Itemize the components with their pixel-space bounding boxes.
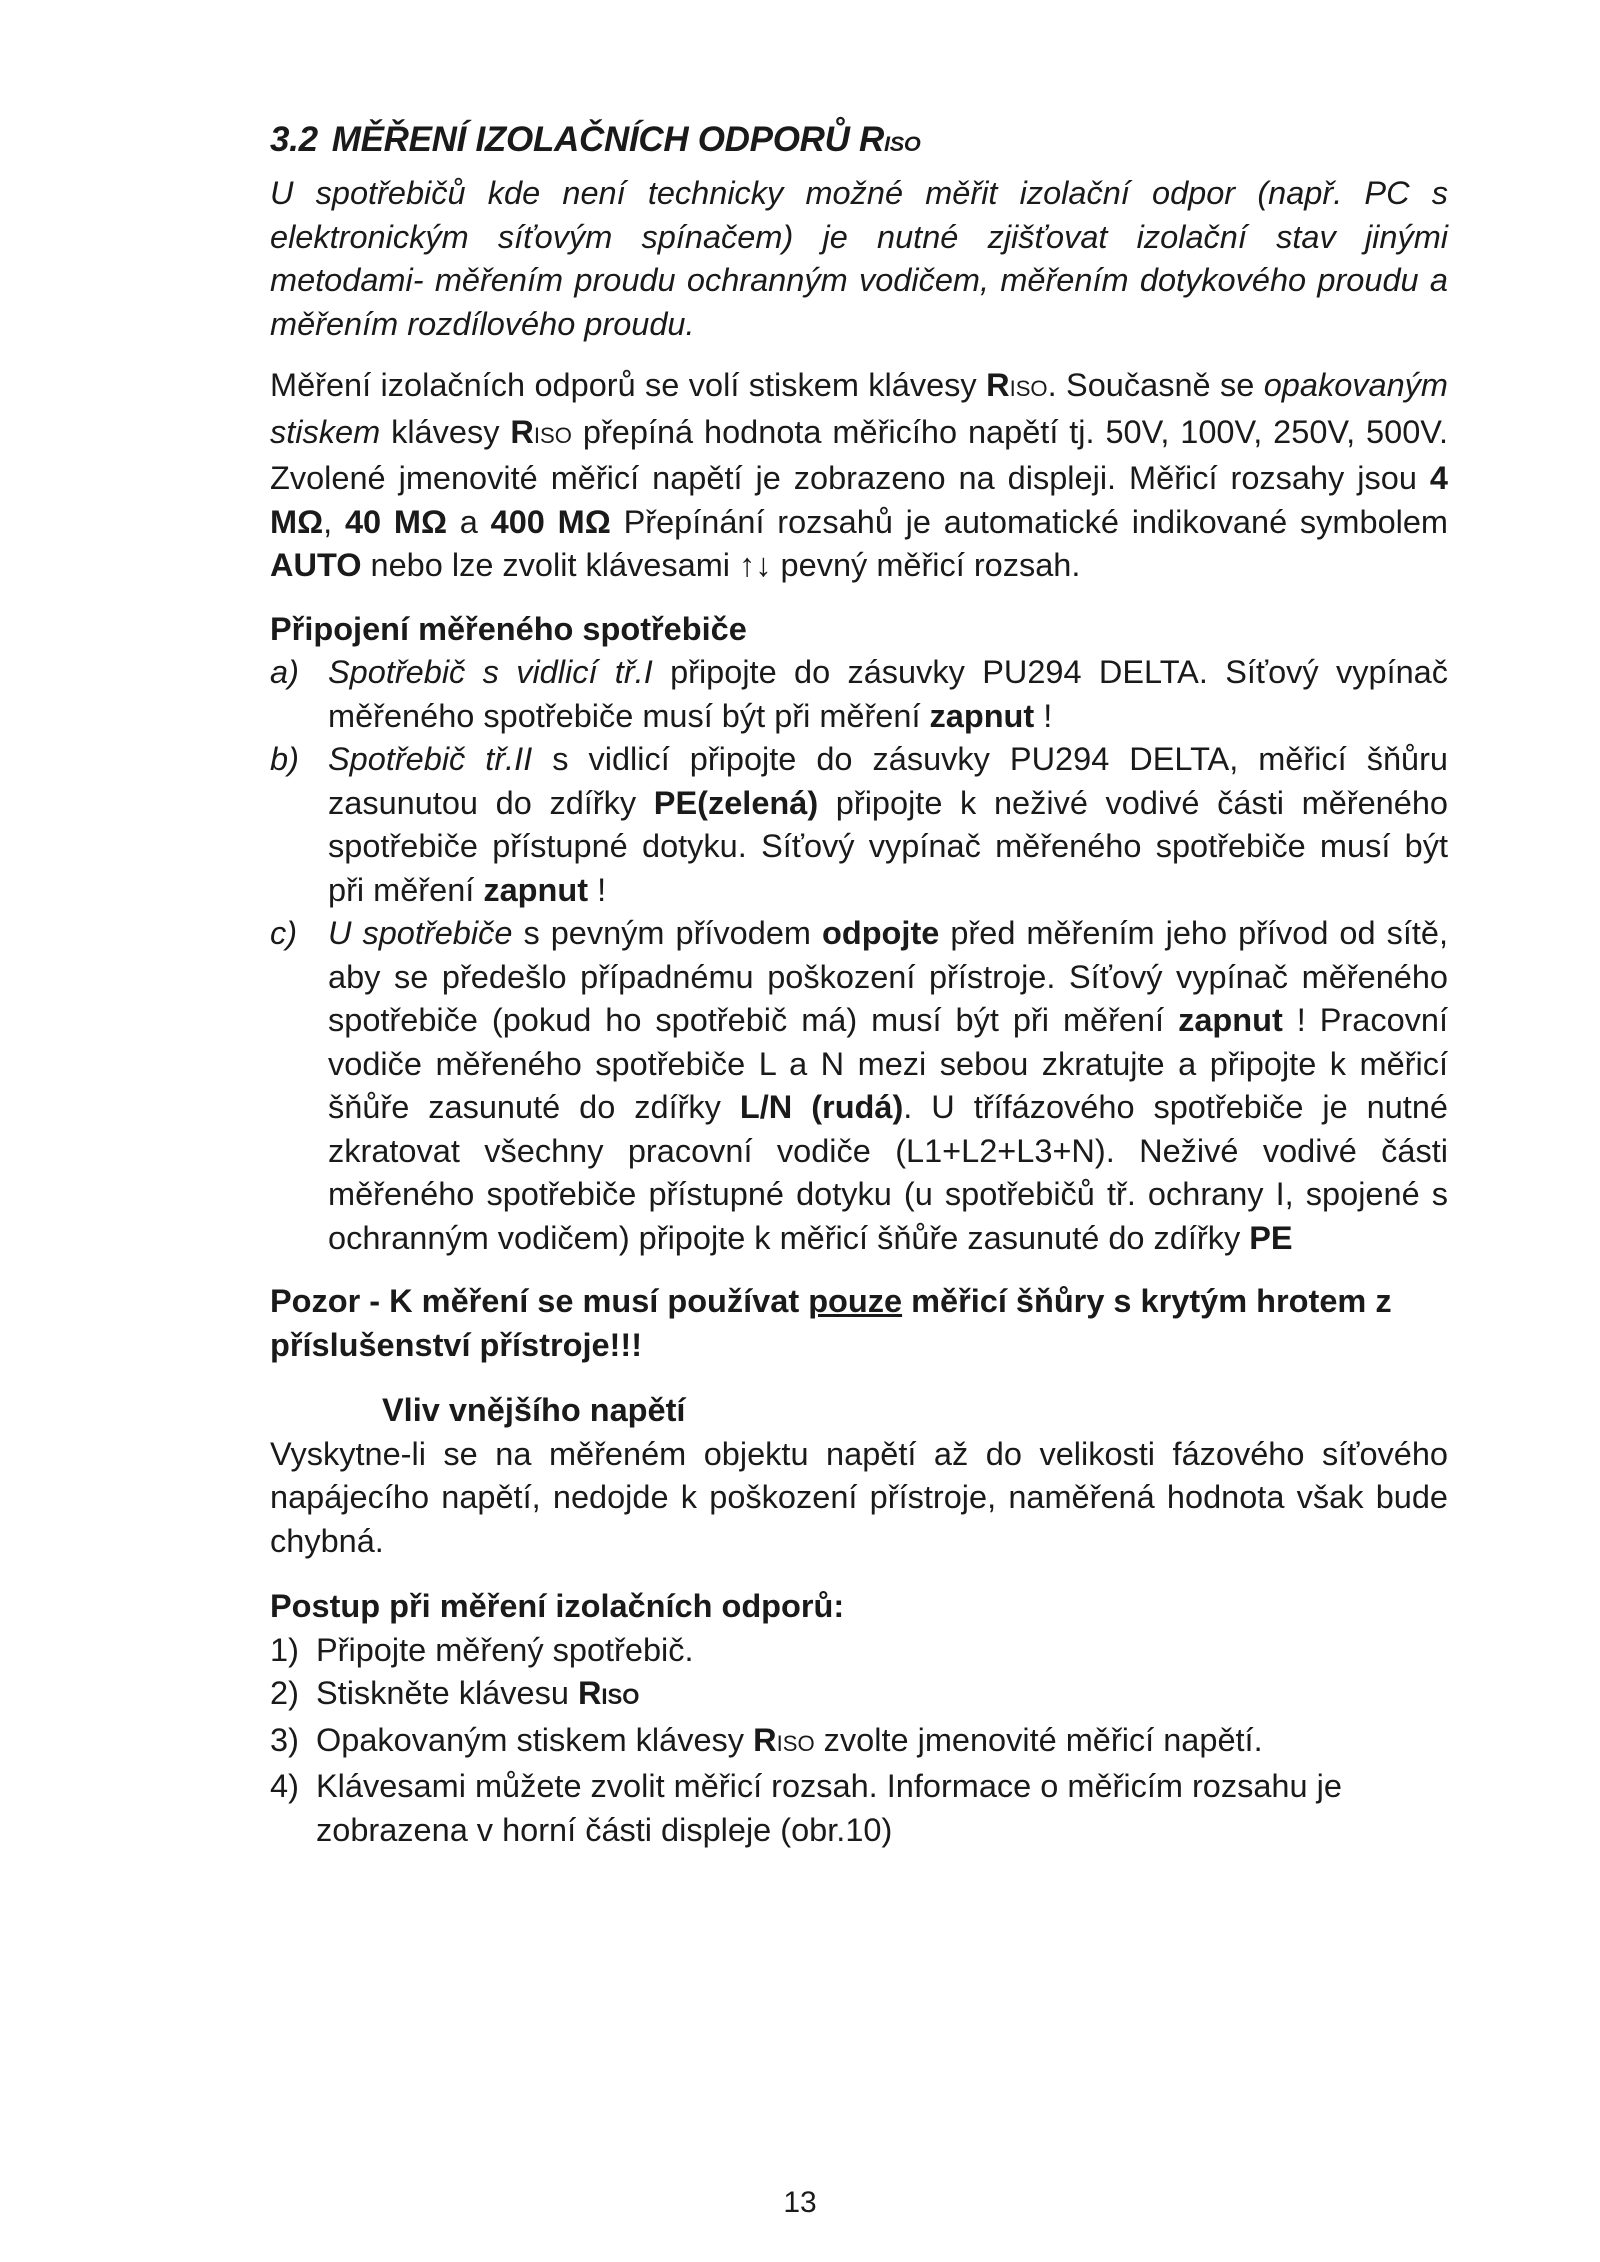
procedure-steps <box>270 1629 1448 1853</box>
text-run: 400 MΩ <box>490 503 611 540</box>
external-voltage-paragraph: Vyskytne-li se na měřeném objektu napětí až do velikosti fázového síťového napájecího napětí, nedojde k poškození přístroje, naměřená hodnota však bude chybná. <box>270 1435 1448 1559</box>
procedure-step <box>270 1719 1448 1766</box>
text-run: zapnut <box>1178 1002 1283 1038</box>
list-marker: b) <box>270 741 299 777</box>
step-marker: 3) <box>270 1721 299 1758</box>
step-text <box>316 1719 1448 1766</box>
text-run: nebo lze zvolit klávesami <box>361 547 740 583</box>
text-run: přepíná hodnota měřicího napětí tj. 50V, 100V, 250V, 500V. Zvolené jmenovité měřicí napětí je zobrazeno na displeji. Měřicí rozsahy jsou <box>270 413 1448 496</box>
text-run: měřicí šňůry s krytým hrotem z příslušenství přístroje!!! <box>270 1283 1392 1363</box>
text-run: a <box>447 503 491 540</box>
step-text <box>316 1629 1448 1673</box>
section-title-subscript: ISO <box>883 131 921 156</box>
procedure-step <box>270 1629 1448 1673</box>
intro-paragraph: U spotřebičů kde není technicky možné měřit izolační odpor (např. PC s elektronickým síťovým spínačem) je nutné zjišťovat izolační stav jinými metodami- měřením proudu ochranným vodičem, měřením dotykového proudu a měřením rozdílového proudu. <box>270 175 1448 342</box>
text-run: U spotřebiče <box>328 915 513 951</box>
list-marker: c) <box>270 915 298 951</box>
text-run: Klávesami můžete zvolit měřicí rozsah. Informace o měřicím rozsahu je zobrazena v horní části displeje (obr.10) <box>316 1768 1342 1848</box>
warning-paragraph <box>270 1280 1448 1367</box>
text-run: Pozor <box>270 1283 361 1319</box>
text-run: opakovaným stiskem <box>270 367 1449 450</box>
document-page <box>270 118 1448 1852</box>
text-run: PE(zelená) <box>653 784 819 821</box>
list-marker: a) <box>270 654 299 690</box>
text-run: ! <box>588 871 607 908</box>
text-run: před měřením jeho přívod od sítě, aby se předešlo případnému poškození přístroje. Síťový vypínač měřeného spotřebiče (pokud ho spotřebič má) musí být při měření <box>328 915 1448 1038</box>
up-down-arrows-icon: ↑↓ <box>739 547 772 583</box>
connection-item-b <box>270 738 1448 912</box>
list-item-text <box>328 912 1448 1260</box>
riso-subscript: ISO <box>776 1730 815 1756</box>
text-run: K měření se musí používat <box>389 1283 809 1319</box>
procedure-heading: Postup při měření izolačních odporů: <box>270 1588 845 1624</box>
riso-key-label: RISO <box>986 367 1048 403</box>
text-run: zapnut <box>929 697 1035 734</box>
text-run: Spotřebič tř.II <box>328 741 533 777</box>
riso-subscript: ISO <box>533 422 572 448</box>
text-run: připojte k neživé vodivé části měřeného spotřebiče přístupné dotyku. Síťový vypínač měřeného spotřebiče musí být při měření <box>328 784 1448 908</box>
text-run: s pevným přívodem <box>512 915 822 951</box>
text-run: zapnut <box>483 871 589 908</box>
list-item-text <box>328 651 1448 738</box>
section-title <box>270 118 1448 166</box>
step-marker: 1) <box>270 1631 299 1668</box>
text-run: Opakovaným stiskem klávesy <box>316 1721 754 1758</box>
riso-key-label: RISO <box>577 1675 640 1711</box>
section-title-text: MĚŘENÍ IZOLAČNÍCH ODPORŮ R <box>331 120 884 159</box>
procedure-step <box>270 1765 1448 1852</box>
section-number: 3.2 <box>270 120 318 159</box>
riso-subscript: ISO <box>601 1684 640 1709</box>
text-run: - <box>360 1283 390 1319</box>
text-run: 40 MΩ <box>344 503 448 540</box>
connection-item-a <box>270 651 1448 738</box>
text-run: Připojte měřený spotřebič. <box>316 1631 694 1668</box>
text-run: . U třífázového spotřebiče je nutné zkratovat všechny pracovní vodiče (L1+L2+L3+N). Neživé vodivé části měřeného spotřebiče přístupné dotyku (u spotřebičů tř. ochrany I, spojené s ochranným vodičem) připojte k měřicí šňůře zasunuté do zdířky <box>328 1089 1448 1256</box>
text-run: Přepínání rozsahů je automatické indikované symbolem <box>610 503 1449 540</box>
list-item-text <box>328 738 1448 912</box>
text-run: ! Pracovní vodiče měřeného spotřebiče L a N mezi sebou zkratujte a připojte k měřicí šňůře zasunuté do zdířky <box>328 1002 1448 1125</box>
text-run: . Současně se <box>1047 367 1264 403</box>
procedure-step <box>270 1672 1448 1719</box>
text-run: PE <box>1249 1219 1293 1256</box>
external-voltage-heading: Vliv vnějšího napětí <box>382 1392 686 1428</box>
riso-key-label: RISO <box>753 1721 815 1758</box>
text-run: , <box>323 503 345 540</box>
riso-key-label: RISO <box>510 413 572 450</box>
text-run: klávesy <box>380 413 511 450</box>
riso-subscript: ISO <box>1009 376 1048 401</box>
text-run: Měření izolačních odporů se volí stiskem klávesy <box>270 367 987 403</box>
text-run: zvolte jmenovité měřicí napětí. <box>814 1721 1263 1758</box>
text-run: Spotřebič s vidlicí tř.I <box>328 654 653 690</box>
text-run: Stiskněte klávesu <box>316 1675 578 1711</box>
text-run: AUTO <box>270 547 362 583</box>
text-run: 4 MΩ <box>270 460 1448 540</box>
text-run: ! <box>1034 697 1053 734</box>
step-text <box>316 1765 1448 1852</box>
text-run: L/N (rudá) <box>739 1089 904 1125</box>
page-number: 13 <box>783 2186 817 2219</box>
riso-selection-paragraph <box>270 364 1448 588</box>
connection-heading: Připojení měřeného spotřebiče <box>270 610 747 647</box>
text-run: pouze <box>808 1283 903 1319</box>
step-text <box>316 1672 1448 1719</box>
connection-list <box>270 651 1448 1260</box>
text-run: odpojte <box>822 915 940 951</box>
text-run: připojte do zásuvky PU294 DELTA. Síťový vypínač měřeného spotřebiče musí být při měření <box>328 654 1448 734</box>
step-marker: 4) <box>270 1768 299 1804</box>
step-marker: 2) <box>270 1675 299 1711</box>
text-run: pevný měřicí rozsah. <box>771 547 1081 583</box>
text-run: s vidlicí připojte do zásuvky PU294 DELTA, měřicí šňůru zasunutou do zdířky <box>328 741 1448 821</box>
connection-item-c <box>270 912 1448 1260</box>
